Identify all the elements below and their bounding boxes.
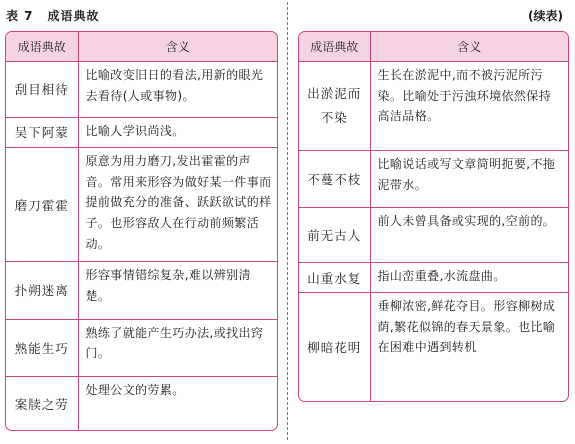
right-table-panel: [298, 31, 569, 402]
idiom-meaning: 生长在淤泥中,而不被污泥所污染。比喻处于污浊环境依然保持高洁品格。: [370, 62, 568, 151]
left-table-panel: [5, 31, 278, 431]
idiom-term: 熟能生巧: [6, 319, 78, 377]
idiom-term-line: 出淤泥而: [307, 86, 362, 102]
table-row: [299, 151, 568, 208]
idiom-term: 柳暗花明: [299, 293, 370, 402]
idiom-meaning: 前人未曾具备或实现的,空前的。: [370, 208, 568, 263]
idiom-term: 案牍之劳: [6, 377, 78, 431]
table-header-row: [6, 32, 277, 62]
continued-label: (续表): [528, 9, 563, 23]
table-number: 表 7: [6, 9, 34, 23]
idiom-meaning: 原意为用力磨刀,发出霍霍的声音。常用来形容为做好某一件事而提前做充分的准备、跃跃欲试的样子。也形容敌人在行动前频繁活动。: [78, 148, 277, 262]
idiom-term-line: 不染: [320, 110, 348, 125]
left-idiom-table: [6, 32, 277, 430]
table-row: [299, 208, 568, 263]
table-row: [6, 62, 277, 117]
header-term: 成语典故: [299, 32, 370, 62]
idiom-meaning: 熟练了就能产生巧办法,或找出窍门。: [78, 319, 277, 377]
idiom-term: [299, 62, 370, 151]
idiom-term: 不蔓不枝: [299, 151, 370, 208]
idiom-term: 扑朔迷离: [6, 262, 78, 320]
idiom-term: 刮目相待: [6, 62, 78, 117]
table-row: [6, 262, 277, 320]
column-divider: [287, 2, 288, 440]
idiom-meaning: 比喻人学识尚浅。: [78, 117, 277, 147]
table-title-text: 成语典故: [47, 9, 100, 23]
header-meaning: 含义: [370, 32, 568, 62]
right-idiom-table: [299, 32, 568, 402]
table-row: [6, 319, 277, 377]
idiom-meaning: 垂柳浓密,鲜花夺目。形容柳树成荫,繁花似锦的春天景象。也比喻在困难中遇到转机: [370, 293, 568, 402]
table-title: [6, 7, 100, 24]
idiom-term: 吴下阿蒙: [6, 117, 78, 147]
table-row: [6, 148, 277, 262]
idiom-term: 磨刀霍霍: [6, 148, 78, 262]
idiom-term: 前无古人: [299, 208, 370, 263]
table-row: [299, 293, 568, 402]
table-header-row: [299, 32, 568, 62]
table-row: [6, 377, 277, 431]
idiom-meaning: 处理公文的劳累。: [78, 377, 277, 431]
idiom-meaning: 比喻说话或写文章简明扼要,不拖泥带水。: [370, 151, 568, 208]
header-term: 成语典故: [6, 32, 78, 62]
table-row: [6, 117, 277, 147]
header-meaning: 含义: [78, 32, 277, 62]
idiom-meaning: 形容事情错综复杂,难以辨别清楚。: [78, 262, 277, 320]
idiom-meaning: 比喻改变旧日的看法,用新的眼光去看待(人或事物)。: [78, 62, 277, 117]
idiom-term: 山重水复: [299, 263, 370, 293]
idiom-meaning: 指山峦重叠,水流盘曲。: [370, 263, 568, 293]
table-row: [299, 263, 568, 293]
table-row: [299, 62, 568, 151]
